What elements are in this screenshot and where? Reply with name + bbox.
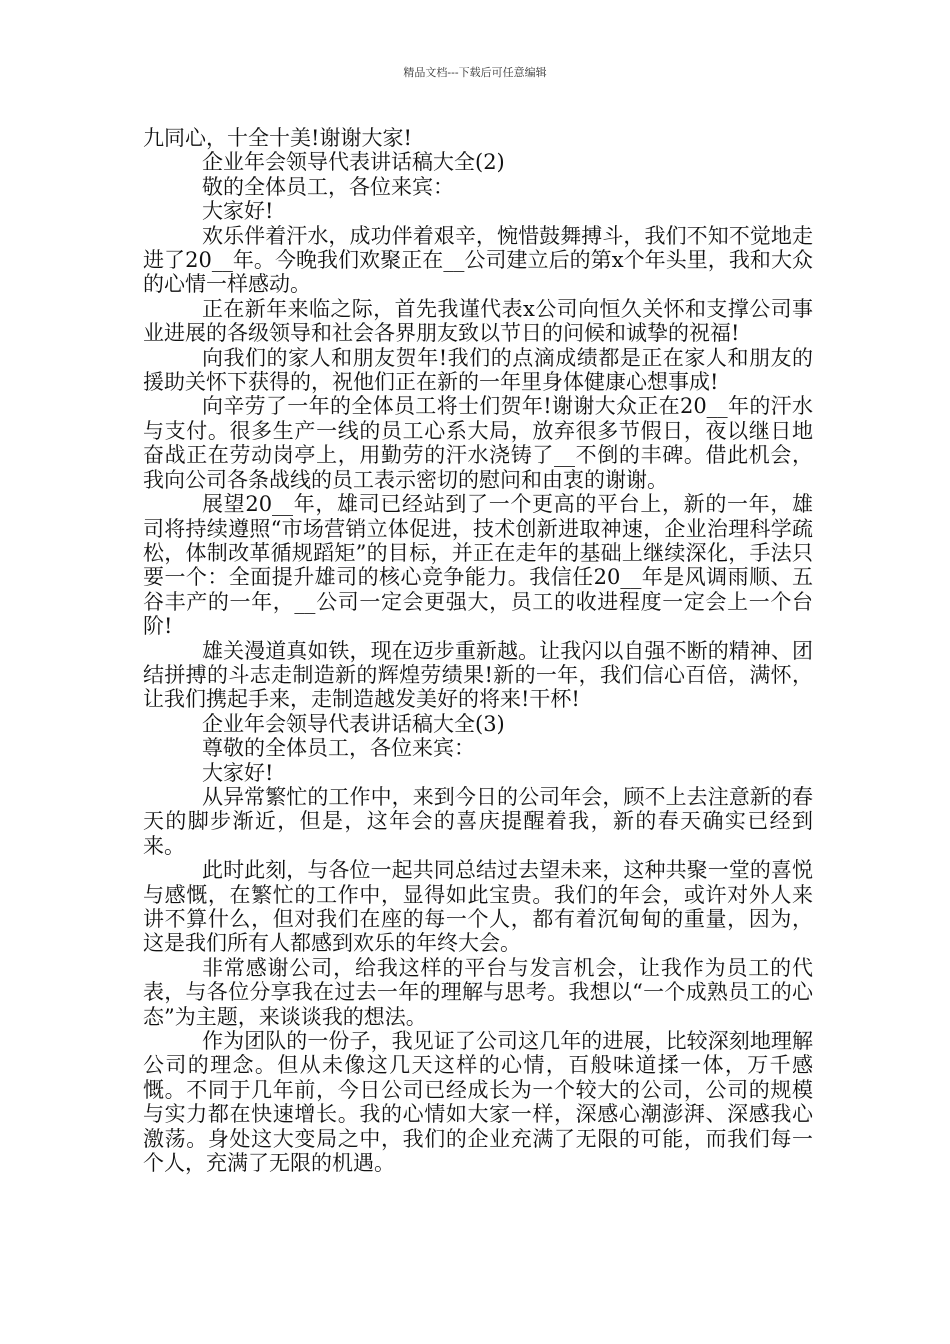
paragraph-16: 非常感谢公司，给我这样的平台与发言机会，让我作为员工的代表，与各位分享我在过去一年的理解与思考。我想以“一个成熟员工的心态”为主题，来谈谈我的想法。: [143, 955, 813, 1029]
greeting-3: 大家好!: [202, 760, 274, 785]
document-body: [143, 126, 813, 1175]
section-title-2: 企业年会领导代表讲话稿大全(2): [202, 150, 505, 175]
salutation-3: 尊敬的全体员工，各位来宾：: [202, 736, 475, 761]
paragraph-7: 向我们的家人和朋友贺年!我们的点滴成绩都是正在家人和朋友的援助关怀下获得的，祝他们正在新的一年里身体健康心想事成!: [143, 345, 813, 395]
section-title-3: 企业年会领导代表讲话稿大全(3): [202, 711, 505, 736]
salutation-2: 敬的全体员工，各位来宾：: [202, 174, 454, 199]
paragraph-14: 从异常繁忙的工作中，来到今日的公司年会，顾不上去注意新的春天的脚步渐近，但是，这年会的喜庆提醒着我，新的春天确实已经到来。: [143, 784, 813, 858]
paragraph-9: 展望20__年，雄司已经站到了一个更高的平台上，新的一年，雄司将持续遵照“市场营销立体促进，技术创新进取神速，企业治理科学疏松，体制改革循规蹈矩”的目标，并正在走年的基础上继续深化，手法只要一个：全面提升雄司的核心竞争能力。我信任20__年是风调雨顺、五谷丰产的一年，__公司一定会更强大，员工的收进程度一定会上一个台阶!: [143, 492, 813, 639]
paragraph-15: 此时此刻，与各位一起共同总结过去望未来，这种共聚一堂的喜悦与感慨，在繁忙的工作中，显得如此宝贵。我们的年会，或许对外人来讲不算什么，但对我们在座的每一个人，都有着沉甸甸的重量，因为，这是我们所有人都感到欢乐的年终大会。: [143, 858, 813, 956]
paragraph-5: 欢乐伴着汗水，成功伴着艰辛，惋惜鼓舞搏斗，我们不知不觉地走进了20__年。今晚我们欢聚正在__公司建立后的第x个年头里，我和大众的心情一样感动。: [143, 223, 813, 297]
paragraph-1: 九同心，十全十美!谢谢大家!: [143, 126, 412, 150]
paragraph-6: 正在新年来临之际，首先我谨代表x公司向恒久关怀和支撑公司事业进展的各级领导和社会各界朋友致以节日的问候和诚挚的祝福!: [143, 296, 813, 346]
paragraph-10: 雄关漫道真如铁，现在迈步重新越。让我闪以自强不断的精神、团结拼搏的斗志走制造新的辉煌劳绩果!新的一年，我们信心百倍，满怀，让我们携起手来，走制造越发美好的将来!干杯!: [143, 638, 813, 712]
paragraph-17: 作为团队的一份子，我见证了公司这几年的进展，比较深刻地理解公司的理念。但从未像这几天这样的心情，百般味道揉一体，万千感慨。不同于几年前，今日公司已经成长为一个较大的公司，公司的规模与实力都在快速增长。我的心情如大家一样，深感心潮澎湃、深感我心激荡。身处这大变局之中，我们的企业充满了无限的可能，而我们每一个人，充满了无限的机遇。: [143, 1029, 813, 1176]
paragraph-8: 向辛劳了一年的全体员工将士们贺年!谢谢大众正在20__年的汗水与支付。很多生产一线的员工心系大局，放弃很多节假日，夜以继日地奋战正在劳动岗亭上，用勤劳的汗水浇铸了__不倒的丰碑。借此机会，我向公司各条战线的员工表示密切的慰问和由衷的谢谢。: [143, 394, 813, 492]
greeting-2: 大家好!: [202, 199, 274, 224]
page-header: 精品文档---下载后可任意编辑: [403, 66, 547, 79]
